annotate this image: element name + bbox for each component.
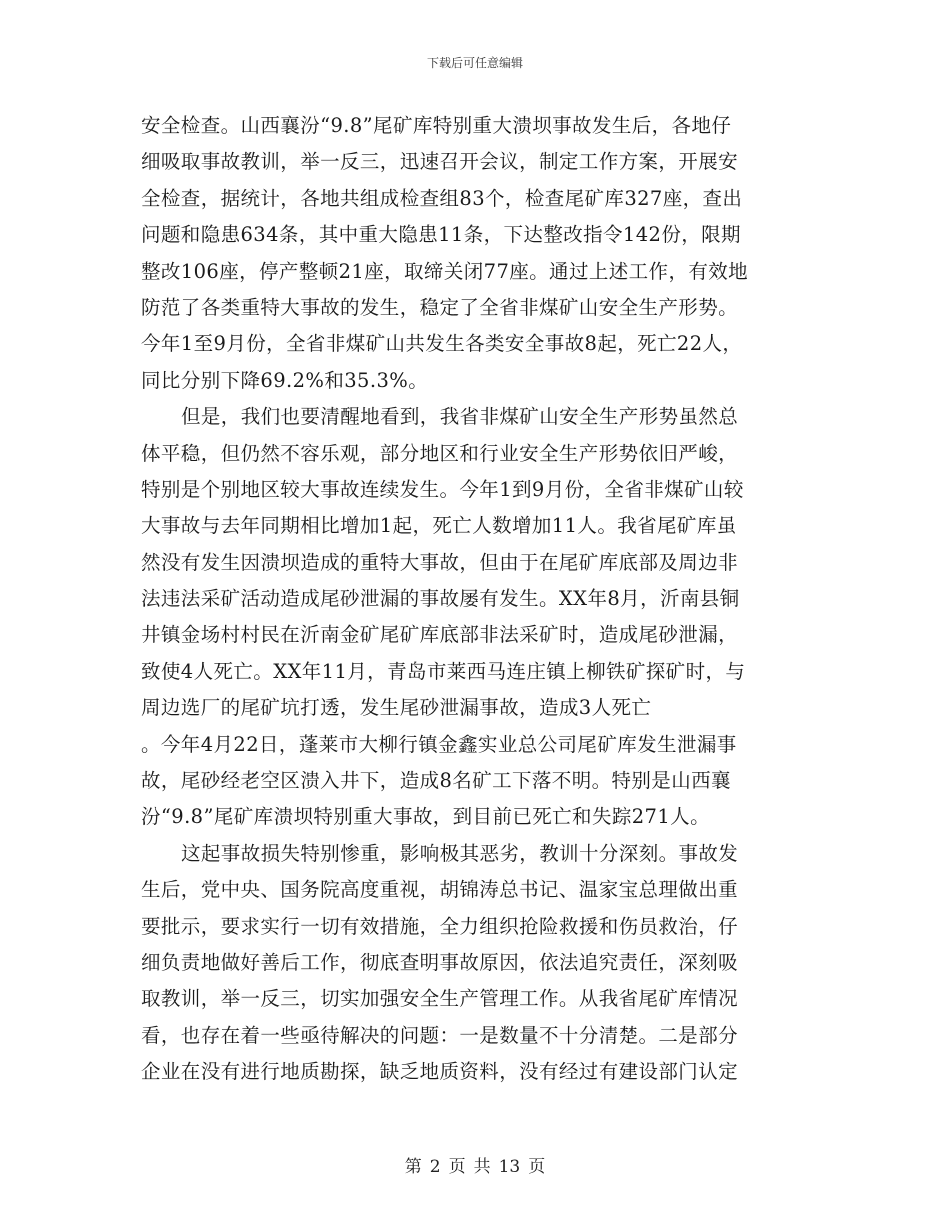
text-line: 看，也存在着一些亟待解决的问题：一是数量不十分清楚。二是部分 (141, 1023, 739, 1047)
text-line: 防范了各类重特大事故的发生，稳定了全省非煤矿山安全生产形势。 (141, 295, 739, 319)
page-header: 下载后可任意编辑 (426, 56, 523, 70)
footer-suffix: 页 (528, 1157, 546, 1177)
page-footer (0, 1152, 950, 1177)
total-pages: 13 (498, 1157, 521, 1177)
text-line: 故，尾砂经老空区溃入井下，造成8名矿工下落不明。特别是山西襄 (141, 769, 731, 793)
text-line: 细负责地做好善后工作，彻底查明事故原因，依法追究责任，深刻吸 (141, 950, 739, 974)
text-line: 企业在没有进行地质勘探，缺乏地质资料，没有经过有建设部门认定 (141, 1060, 739, 1084)
text-line: 同比分别下降69.2%和35.3%。 (141, 368, 429, 392)
text-line: 生后，党中央、国务院高度重视，胡锦涛总书记、温家宝总理做出重 (141, 878, 739, 902)
text-line: 周边选厂的尾矿坑打透，发生尾砂泄漏事故，造成3人死亡 (141, 696, 652, 720)
text-line: 全检查，据统计，各地共组成检查组83个，检查尾矿库327座，查出 (141, 186, 743, 210)
text-line: 汾“9.8”尾矿库溃坝特别重大事故，到目前已死亡和失踪271人。 (141, 805, 710, 829)
text-line: 法违法采矿活动造成尾砂泄漏的事故屡有发生。XX年8月，沂南县铜 (141, 587, 740, 611)
page-number: 2 (429, 1157, 441, 1177)
text-line: 要批示，要求实行一切有效措施，全力组织抢险救援和伤员救治，仔 (141, 914, 739, 938)
body-text (141, 108, 809, 1091)
text-line: 细吸取事故教训，举一反三，迅速召开会议，制定工作方案，开展安 (141, 150, 739, 174)
text-line: 井镇金场村村民在沂南金矿尾矿库底部非法采矿时，造成尾砂泄漏， (141, 623, 739, 647)
paragraph-start-line: 但是，我们也要清醒地看到，我省非煤矿山安全生产形势虽然总 (181, 405, 739, 429)
text-line: 大事故与去年同期相比增加1起，死亡人数增加11人。我省尾矿库虽 (141, 514, 737, 538)
text-line: 今年1至9月份，全省非煤矿山共发生各类安全事故8起，死亡22人， (141, 332, 743, 356)
text-line: 。今年4月22日，蓬莱市大柳行镇金鑫实业总公司尾矿库发生泄漏事 (141, 732, 737, 756)
footer-mid: 页 (448, 1157, 466, 1177)
paragraph-start-line: 这起事故损失特别惨重，影响极其恶劣，教训十分深刻。事故发 (181, 841, 739, 865)
text-line: 特别是个别地区较大事故连续发生。今年1到9月份，全省非煤矿山较 (141, 477, 744, 501)
text-line: 体平稳，但仍然不容乐观，部分地区和行业安全生产形势依旧严峻， (141, 441, 739, 465)
text-line: 安全检查。山西襄汾“9.8”尾矿库特别重大溃坝事故发生后，各地仔 (141, 114, 732, 137)
text-line: 取教训，举一反三，切实加强安全生产管理工作。从我省尾矿库情况 (141, 987, 739, 1011)
text-line: 然没有发生因溃坝造成的重特大事故，但由于在尾矿库底部及周边非 (141, 550, 739, 574)
footer-mid2: 共 (473, 1157, 491, 1177)
text-line: 问题和隐患634条，其中重大隐患11条，下达整改指令142份，限期 (141, 223, 741, 247)
footer-prefix: 第 (404, 1157, 422, 1177)
text-line: 整改106座，停产整顿21座，取缔关闭77座。通过上述工作，有效地 (141, 259, 749, 283)
text-line: 致使4人死亡。XX年11月，青岛市莱西马连庄镇上柳铁矿探矿时，与 (141, 659, 746, 683)
